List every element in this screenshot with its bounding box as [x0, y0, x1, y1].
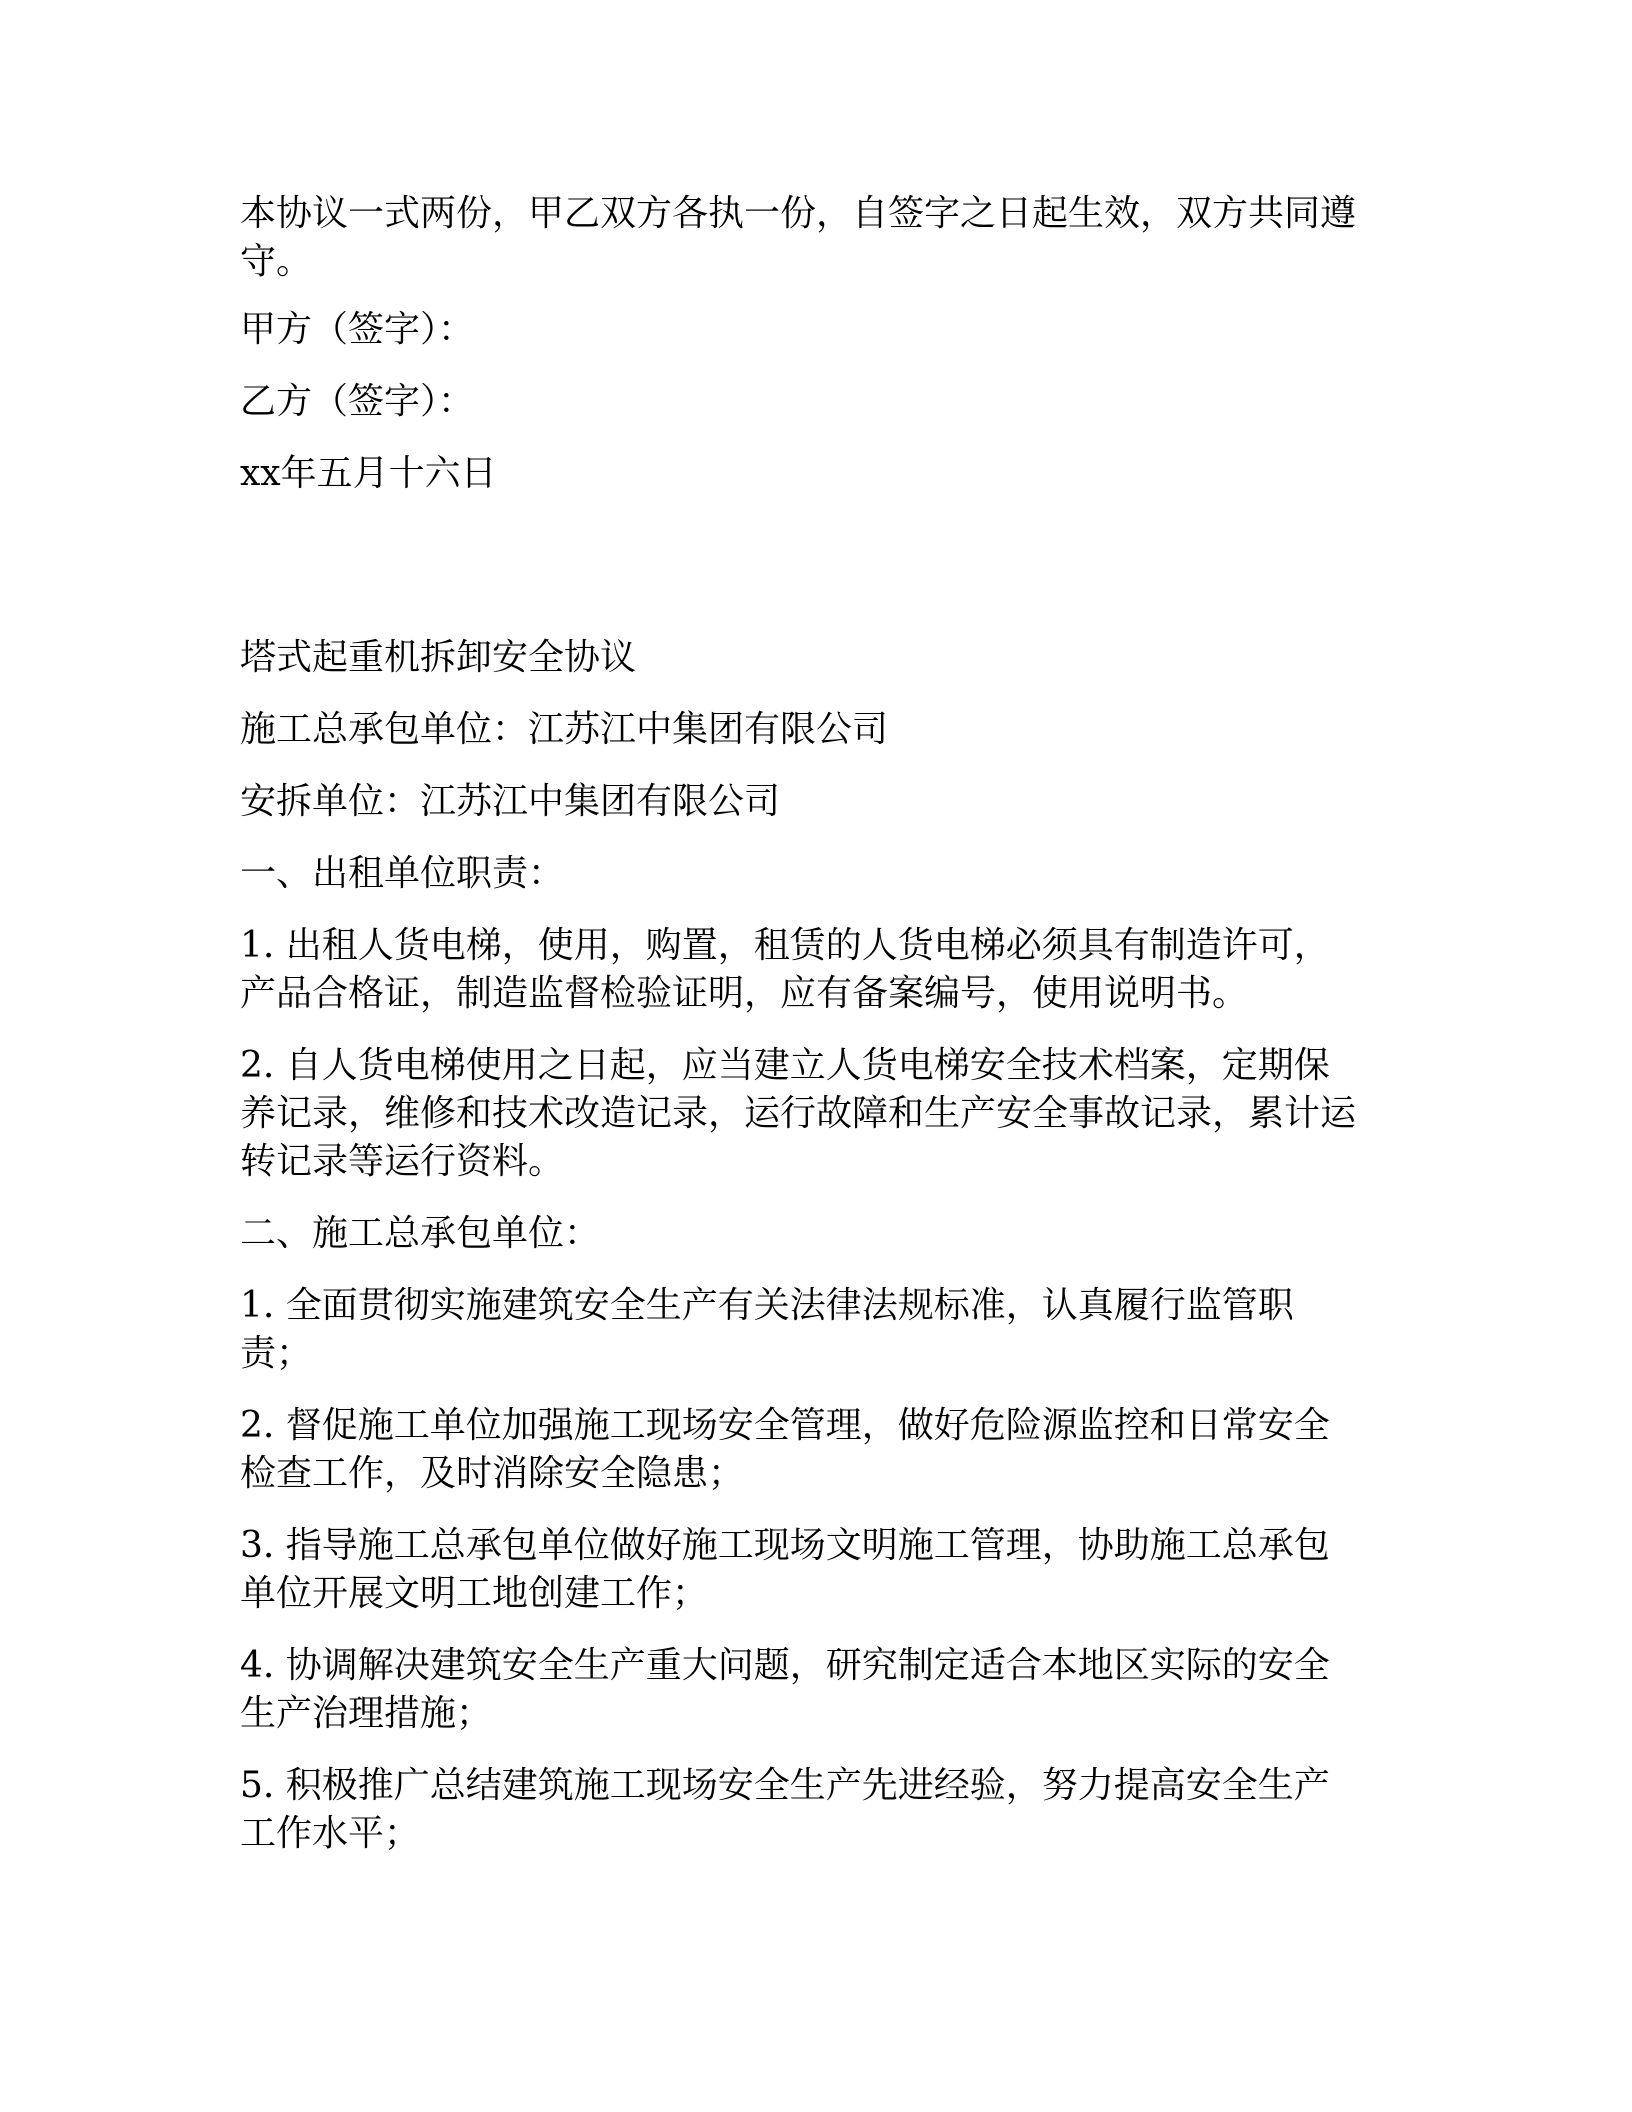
agreement-title: 塔式起重机拆卸安全协议 — [240, 637, 637, 678]
section1-heading: 一、出租单位职责： — [240, 853, 565, 894]
section2-item-5: 5. 积极推广总结建筑施工现场安全生产先进经验，努力提高安全生产工作水平； — [240, 1765, 1330, 1854]
effective-clause: 本协议一式两份，甲乙双方各执一份，自签字之日起生效，双方共同遵守。 — [240, 193, 1357, 282]
party-a-signature-line: 甲方（签字）： — [240, 309, 475, 350]
section2-heading: 二、施工总承包单位： — [240, 1213, 601, 1254]
section2-item-2: 2. 督促施工单位加强施工现场安全管理，做好危险源监控和日常安全检查工作，及时消除安全隐患； — [240, 1405, 1330, 1494]
section1-item-1: 1. 出租人货电梯，使用，购置，租赁的人货电梯必须具有制造许可，产品合格证，制造监督检验证明，应有备案编号，使用说明书。 — [240, 925, 1330, 1014]
section2-item-3: 3. 指导施工总承包单位做好施工现场文明施工管理，协助施工总承包单位开展文明工地创建工作； — [240, 1525, 1330, 1614]
agreement-date: xx年五月十六日 — [240, 453, 497, 494]
general-contractor-line: 施工总承包单位：江苏江中集团有限公司 — [240, 709, 889, 750]
party-b-signature-line: 乙方（签字）： — [240, 381, 475, 422]
installer-line: 安拆单位：江苏江中集团有限公司 — [240, 781, 781, 822]
section2-item-4: 4. 协调解决建筑安全生产重大问题，研究制定适合本地区实际的安全生产治理措施； — [240, 1645, 1330, 1734]
section1-item-2: 2. 自人货电梯使用之日起，应当建立人货电梯安全技术档案，定期保养记录，维修和技术改造记录，运行故障和生产安全事故记录，累计运转记录等运行资料。 — [240, 1045, 1357, 1182]
section2-item-1: 1. 全面贯彻实施建筑安全生产有关法律法规标准，认真履行监管职责； — [240, 1285, 1294, 1374]
